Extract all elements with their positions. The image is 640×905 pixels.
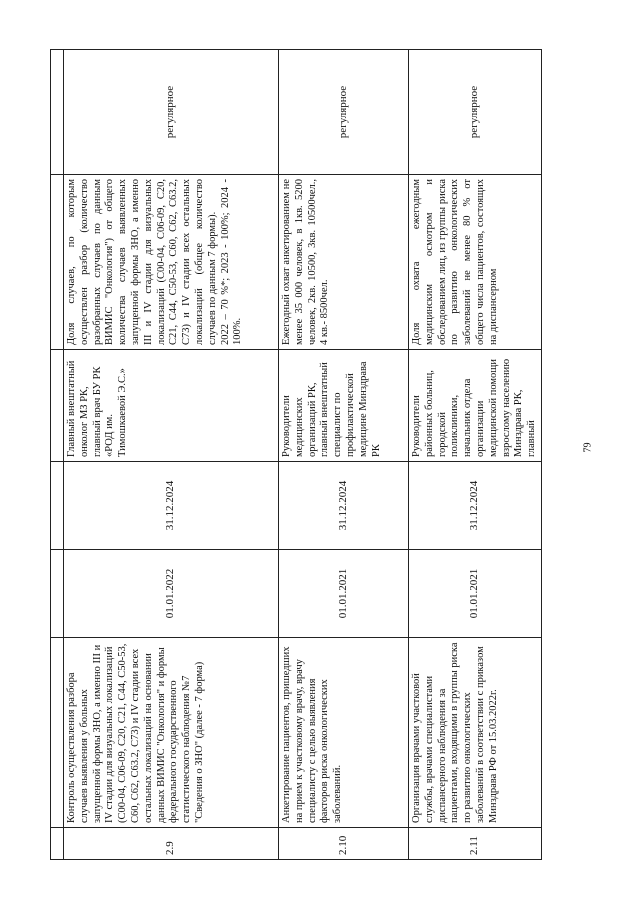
responsible-text: Руководители районных больниц, городской поликлиники, начальник отдела организации медицинской помощи взрослому населению Минздрава РК, главный <box>409 350 542 462</box>
measures-table <box>50 49 542 860</box>
start-date: 01.01.2021 <box>279 550 409 638</box>
row-number: 2.11 <box>409 828 542 860</box>
responsible-text: Руководители медицинских организаций РК, главный внештатный специалист по профилактической медицине Минздрава РК <box>279 350 409 462</box>
table-row <box>409 50 542 860</box>
cell-empty <box>51 175 64 350</box>
action-text: Организация врачами участковой службы, врачами специалистами диспансерного наблюдения за пациентами, входящими в группы риска по развитию онкологических заболеваний в соответствии с приказом Минздрава РФ от 15.03.2022г. <box>409 638 542 828</box>
action-text: Контроль осуществления разбора случаев выявления у больных запущенной формы ЗНО, а именно III и IV стадии для визуальных локализаций (C00-04, C06-09, C20, C21, C44, C50-53, C60, C62, C63.2, C73) и IV стадии всех остальных локализаций на основании данных ВИМИС "Онкология" и формы федерального государственного статистического наблюдения №7 "Сведения о ЗНО" (далее - 7 форма) <box>64 638 279 828</box>
cell-empty <box>51 638 64 828</box>
cell-empty <box>51 50 64 175</box>
end-date: 31.12.2024 <box>64 462 279 550</box>
indicator-text: Доля охвата ежегодным медицинским осмотром и обследованием лиц, из группы риска по развитию онкологических заболеваний не менее 80 % от общего числа пациентов, состоящих на диспансерном <box>409 175 542 350</box>
responsible-text: Главный внештатный онколог МЗ РК, главный врач БУ РК «РОД им. Тимошкаевой Э.С.» <box>64 350 279 462</box>
row-number: 2.9 <box>64 828 279 860</box>
frequency-text: регулярное <box>409 50 542 175</box>
table-row <box>279 50 409 860</box>
end-date: 31.12.2024 <box>279 462 409 550</box>
table-row <box>64 50 279 860</box>
cell-empty <box>51 828 64 860</box>
frequency-text: регулярное <box>279 50 409 175</box>
frequency-text: регулярное <box>64 50 279 175</box>
start-date: 01.01.2021 <box>409 550 542 638</box>
row-number: 2.10 <box>279 828 409 860</box>
indicator-text: Доля случаев, по которым осуществлен разбор (количество разобранных случаев по данным ВИМИС "Онкология") от общего количества случаев выявленных запущенной формы ЗНО, а именно III и IV стадии для визуальных локализаций (C00-04, C06-09, C20, C21, C44, C50-53, C60, C62, C63.2, C73) и IV стадии всех остальных локализаций (общее количество случаев по данным 7 формы). 2022 – 70 %*; 2023 - 100%; 2024 - 100%. <box>64 175 279 350</box>
page-number: 79 <box>582 442 594 453</box>
indicator-text: Ежегодный охват анкетированием не менее 35 000 человек, в 1кв. 5200 человек, 2кв. 10500, 3кв. 10500чел., 4 кв.- 8500чел. <box>279 175 409 350</box>
rotated-table-container <box>50 50 590 860</box>
end-date: 31.12.2024 <box>409 462 542 550</box>
cell-empty <box>51 550 64 638</box>
start-date: 01.01.2022 <box>64 550 279 638</box>
cell-empty <box>51 350 64 462</box>
action-text: Анкетирование пациентов, пришедших на прием к участковому врачу, врачу специалисту с целью выявления факторов риска онкологических заболеваний. <box>279 638 409 828</box>
table-row-top-continuation <box>51 50 64 860</box>
cell-empty <box>51 462 64 550</box>
